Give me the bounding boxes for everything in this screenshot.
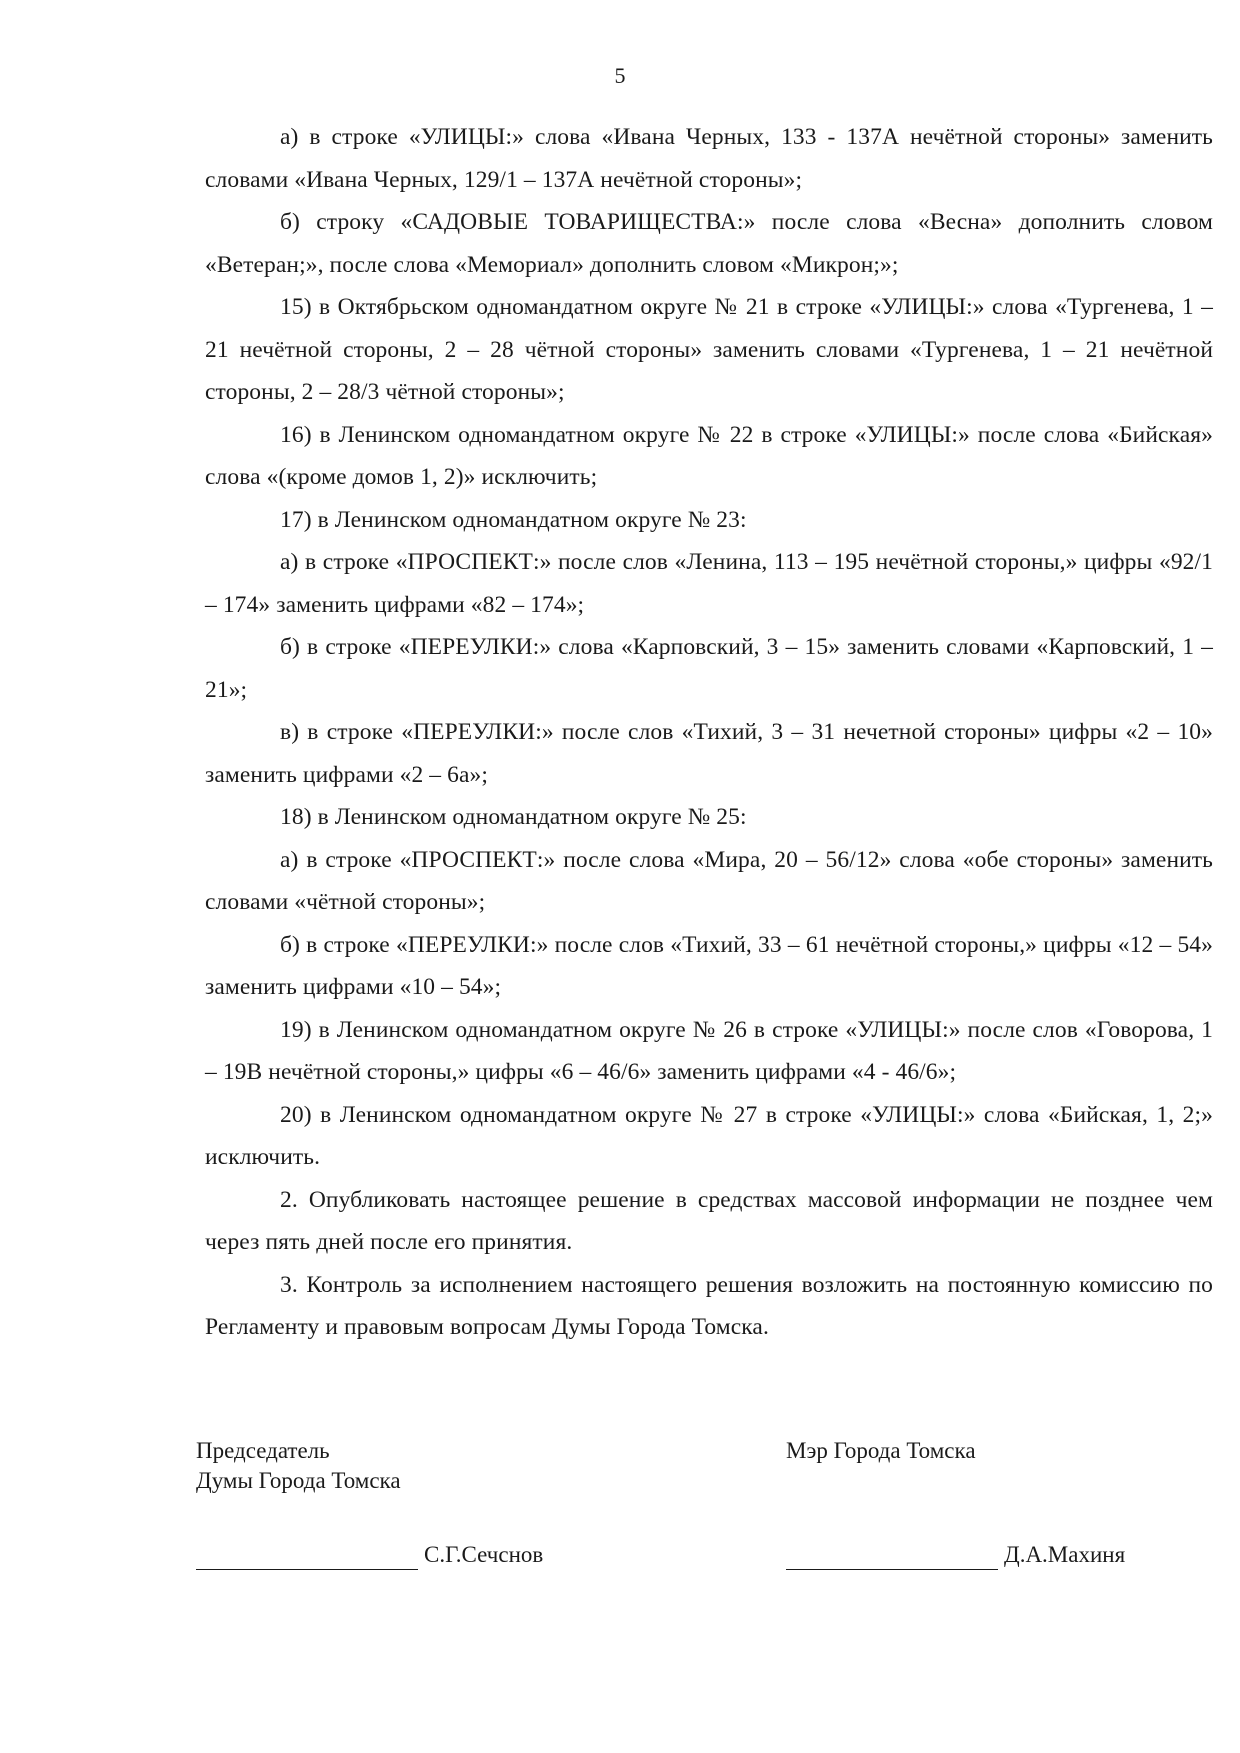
paragraph-item-17a-prospect: а) в строке «ПРОСПЕКТ:» после слов «Ленина, 113 – 195 нечётной стороны,» цифры «92/1 – 174» заменить цифрами «82 – 174»;: [205, 549, 1213, 618]
paragraph-item-18-leninsky-25: 18) в Ленинском одномандатном округе № 25:: [280, 804, 747, 830]
document-body: [205, 116, 1213, 1349]
paragraph-item-b-gardens: б) строку «САДОВЫЕ ТОВАРИЩЕСТВА:» после слова «Весна» дополнить словом «Ветеран;», после слова «Мемориал» дополнить словом «Микрон;»;: [205, 209, 1213, 278]
chairman-name: С.Г.Сечснов: [424, 1542, 544, 1567]
signature-left-line: [196, 1540, 543, 1570]
signature-left-title: [196, 1436, 401, 1496]
signature-block: [196, 1436, 1213, 1596]
paragraph-item-17v-lanes: в) в строке «ПЕРЕУЛКИ:» после слов «Тихий, 3 – 31 нечетной стороны» цифры «2 – 10» заменить цифрами «2 – 6а»;: [205, 719, 1213, 788]
page-number: 5: [614, 63, 626, 88]
paragraph-item-17b-lanes: б) в строке «ПЕРЕУЛКИ:» слова «Карповский, 3 – 15» заменить словами «Карповский, 1 – 21»;: [205, 634, 1213, 703]
paragraph-item-20-leninsky-27: 20) в Ленинском одномандатном округе № 27 в строке «УЛИЦЫ:» слова «Бийская, 1, 2;» исключить.: [205, 1101, 1213, 1170]
signature-blank-left: [196, 1545, 418, 1570]
paragraph-publish: 2. Опубликовать настоящее решение в средствах массовой информации не позднее чем через пять дней после его принятия.: [205, 1186, 1213, 1255]
mayor-name: Д.А.Махиня: [1004, 1542, 1126, 1567]
paragraph-item-18b-lanes: б) в строке «ПЕРЕУЛКИ:» после слов «Тихий, 33 – 61 нечётной стороны,» цифры «12 – 54» заменить цифрами «10 – 54»;: [205, 931, 1213, 1000]
mayor-title: Мэр Города Томска: [786, 1438, 976, 1463]
paragraph-item-19-leninsky-26: 19) в Ленинском одномандатном округе № 26 в строке «УЛИЦЫ:» после слов «Говорова, 1 – 19В нечётной стороны,» цифры «6 – 46/6» заменить цифрами «4 - 46/6»;: [205, 1016, 1213, 1085]
paragraph-item-16-leninsky-22: 16) в Ленинском одномандатном округе № 22 в строке «УЛИЦЫ:» после слова «Бийская» слова «(кроме домов 1, 2)» исключить;: [205, 421, 1213, 490]
paragraph-control: 3. Контроль за исполнением настоящего решения возложить на постоянную комиссию по Регламенту и правовым вопросам Думы Города Томска.: [205, 1271, 1213, 1340]
chairman-title: Председатель: [196, 1438, 330, 1463]
paragraph-item-15-oktyabrsky: 15) в Октябрьском одномандатном округе № 21 в строке «УЛИЦЫ:» слова «Тургенева, 1 – 21 нечётной стороны, 2 – 28 чётной стороны» заменить словами «Тургенева, 1 – 21 нечётной стороны, 2 – 28/3 чётной стороны»;: [205, 294, 1213, 405]
paragraph-item-18a-prospect: а) в строке «ПРОСПЕКТ:» после слова «Мира, 20 – 56/12» слова «обе стороны» заменить словами «чётной стороны»;: [205, 846, 1213, 915]
paragraph-item-a-streets: а) в строке «УЛИЦЫ:» слова «Ивана Черных, 133 - 137А нечётной стороны» заменить словами «Ивана Черных, 129/1 – 137А нечётной стороны»;: [205, 124, 1213, 193]
paragraph-item-17-leninsky-23: 17) в Ленинском одномандатном округе № 23:: [280, 506, 747, 533]
chairman-organization: Думы Города Томска: [196, 1468, 401, 1493]
signature-right-title: [786, 1436, 976, 1466]
signature-blank-right: [786, 1545, 998, 1570]
signature-right-line: [786, 1540, 1125, 1570]
